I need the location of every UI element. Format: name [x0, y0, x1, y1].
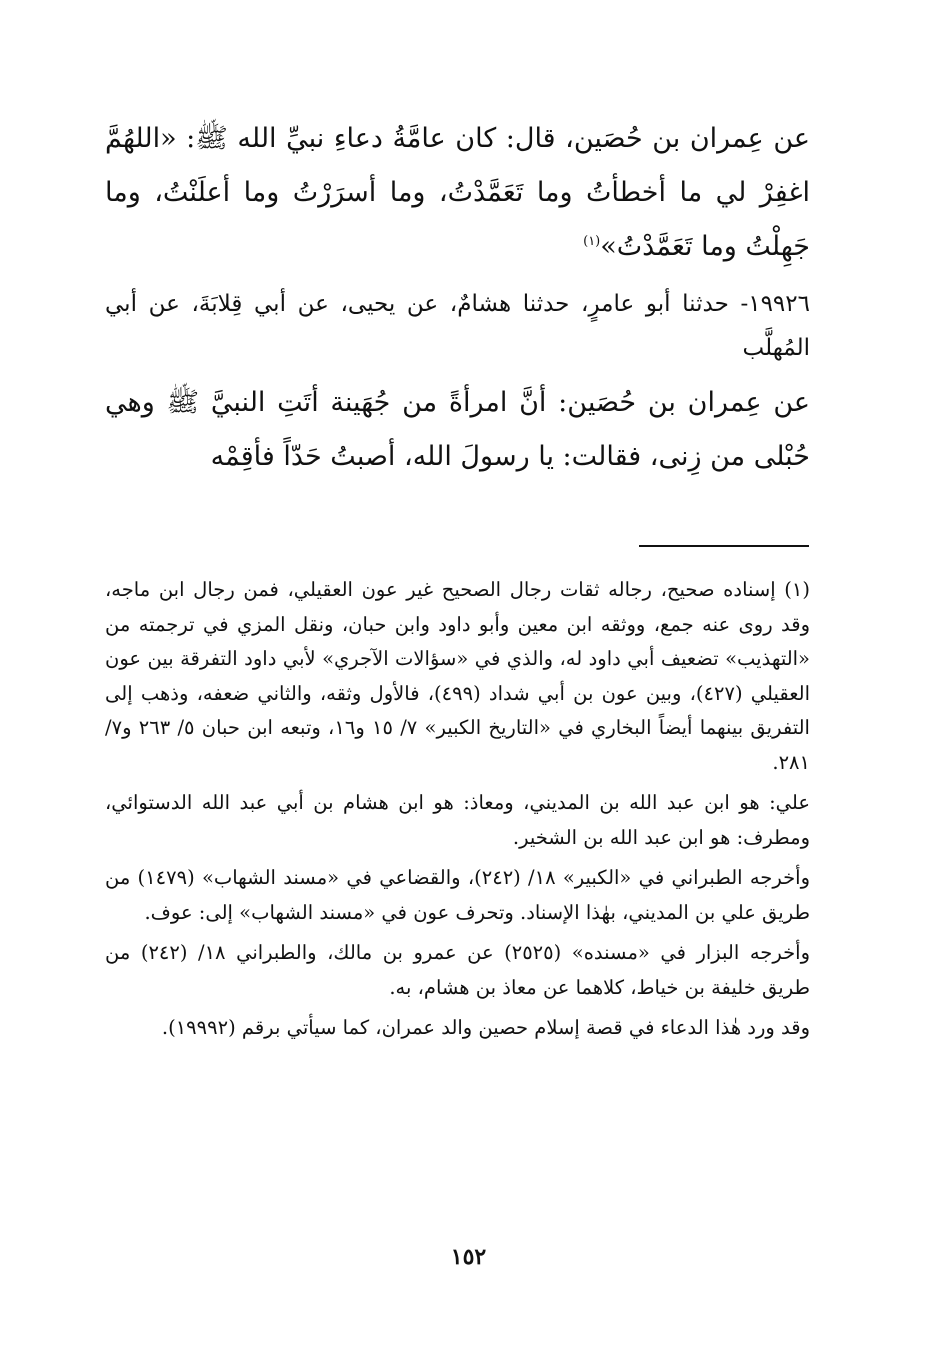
footnote-separator — [639, 545, 809, 547]
footnote-2: علي: هو ابن عبد الله بن المديني، ومعاذ: هو ابن هشام بن أبي عبد الله الدستوائي، ومطرف: هو ابن عبد الله بن الشخير. — [105, 791, 810, 849]
footnote-1: (١) إسناده صحيح، رجاله ثقات رجال الصحيح غير عون العقيلي، فمن رجال ابن ماجه، وقد روى عنه جمع، ووثقه ابن معين وأبو داود وابن حبان، ونقل المزي في ترجمته من «التهذيب» تضعيف أبي داود له، والذي في «سؤالات الآجري» لأبي داود التفرقة بين عون العقيلي (٤٢٧)، وبين عون بن أبي شداد (٤٩٩)، فالأول وثقه، والثاني ضعفه، وذهب إلى التفريق بينهما أيضاً البخاري في «التاريخ الكبير» ٧/ ١٥ و١٦، وتبعه ابن حبان ٥/ ٢٦٣ و٧/ ٢٨١. — [105, 578, 811, 774]
hadith-isnad-19926: ١٩٩٢٦- حدثنا أبو عامرٍ، حدثنا هشامٌ، عن يحيى، عن أبي قِلابَةَ، عن أبي المُهلَّب — [105, 291, 810, 361]
main-text — [105, 112, 810, 484]
hadith-text-2: عن عِمران بن حُصَين: أنَّ امرأةً من جُهَينة أتَتِ النبيَّ ﷺ وهي حُبْلى من زِنى، فقالت: يا رسولَ الله، أصبتُ حَدّاً فأقِمْه — [105, 387, 810, 472]
footnote-4: وأخرجه البزار في «مسنده» (٢٥٢٥) عن عمرو بن مالك، والطبراني ١٨/ (٢٤٢) من طريق خليفة بن خياط، كلاهما عن معاذ بن هشام، به. — [105, 941, 810, 999]
footnote-marker: (١) — [583, 234, 601, 249]
footnotes — [105, 573, 810, 1052]
page-number: ١٥٢ — [450, 1244, 487, 1270]
hadith-text-1 — [105, 112, 810, 274]
footnote-3: وأخرجه الطبراني في «الكبير» ١٨/ (٢٤٢)، والقضاعي في «مسند الشهاب» (١٤٧٩) من طريق علي بن المديني، بهٰذا الإسناد. وتحرف عون في «مسند الشهاب» إلى: عوف. — [105, 866, 810, 924]
hadith-text-1-body: عن عِمران بن حُصَين، قال: كان عامَّةُ دعاءِ نبيِّ الله ﷺ: «اللهُمَّ اغفِرْ لي ما أخطأتُ وما تَعَمَّدْتُ، وما أسرَرْتُ وما أعلَنْتُ، وما جَهِلْتُ وما تَعَمَّدْتُ» — [105, 123, 810, 262]
footnote-5: وقد ورد هٰذا الدعاء في قصة إسلام حصين والد عمران، كما سيأتي برقم (١٩٩٩٢). — [161, 1016, 810, 1039]
